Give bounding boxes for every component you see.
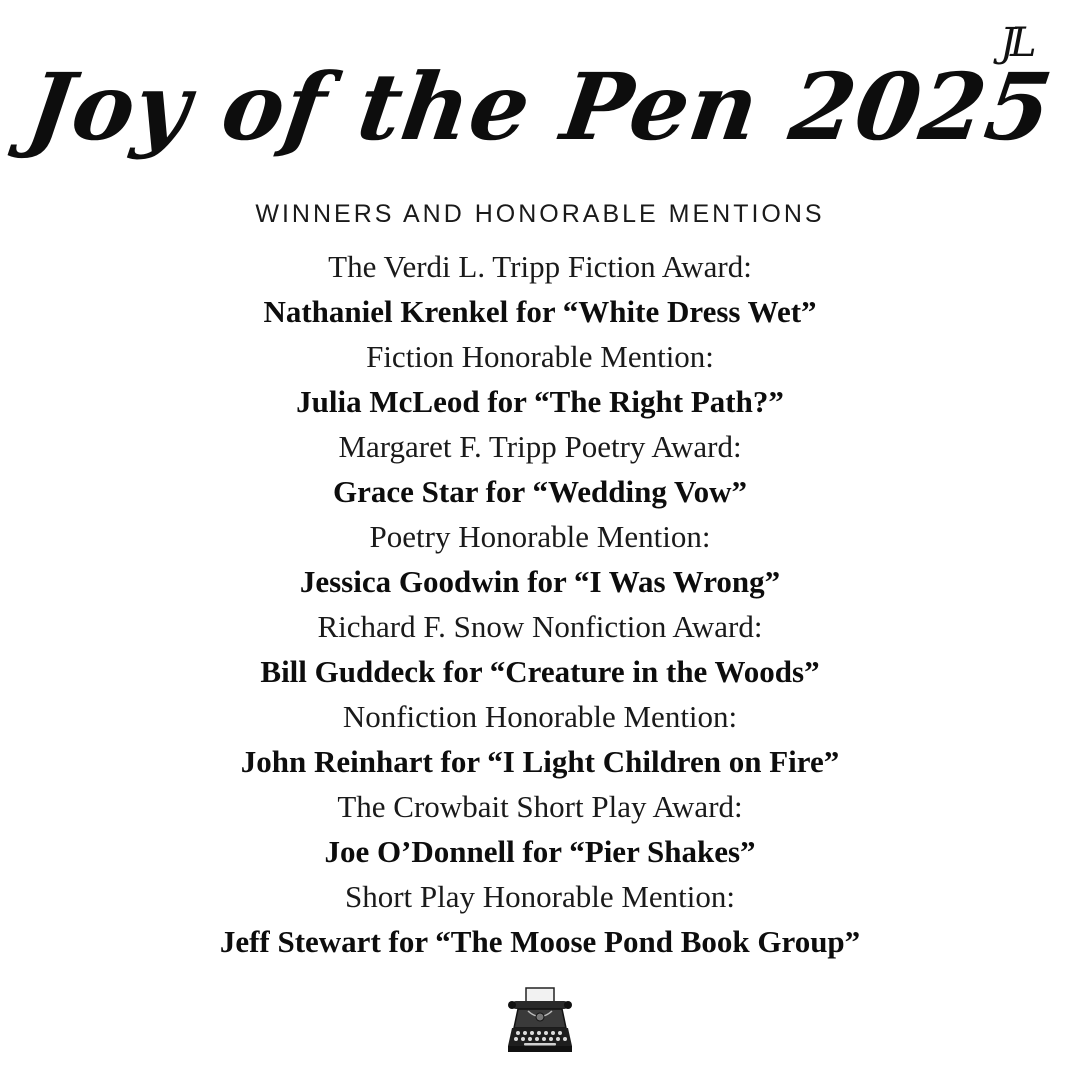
- award-category: The Crowbait Short Play Award:: [337, 789, 743, 824]
- award-winner: Jessica Goodwin for “I Was Wrong”: [299, 564, 781, 599]
- award-category: Fiction Honorable Mention:: [366, 339, 714, 374]
- award-entry: [0, 694, 1080, 784]
- award-entry: [0, 874, 1080, 964]
- awards-list: [0, 244, 1080, 964]
- award-entry: [0, 424, 1080, 514]
- typewriter-icon: [504, 984, 576, 1056]
- award-winner: Joe O’Donnell for “Pier Shakes”: [324, 834, 756, 869]
- award-entry: [0, 784, 1080, 874]
- page-title: Joy of the Pen 2025: [21, 53, 1059, 161]
- award-winner: Grace Star for “Wedding Vow”: [333, 474, 747, 509]
- award-entry: [0, 604, 1080, 694]
- award-winner: Nathaniel Krenkel for “White Dress Wet”: [263, 294, 817, 329]
- page-subtitle: WINNERS AND HONORABLE MENTIONS: [255, 200, 825, 228]
- award-winner: Julia McLeod for “The Right Path?”: [296, 384, 784, 419]
- award-category: The Verdi L. Tripp Fiction Award:: [328, 249, 752, 284]
- award-entry: [0, 514, 1080, 604]
- award-winner: Jeff Stewart for “The Moose Pond Book Group”: [219, 924, 861, 959]
- award-category: Richard F. Snow Nonfiction Award:: [317, 609, 763, 644]
- award-winner: Bill Guddeck for “Creature in the Woods”: [260, 654, 820, 689]
- award-entry: [0, 244, 1080, 334]
- award-entry: [0, 334, 1080, 424]
- monogram-logo: JL: [1000, 20, 1031, 66]
- award-category: Poetry Honorable Mention:: [369, 519, 711, 554]
- award-category: Nonfiction Honorable Mention:: [342, 699, 738, 734]
- award-category: Margaret F. Tripp Poetry Award:: [338, 429, 742, 464]
- award-category: Short Play Honorable Mention:: [344, 879, 736, 914]
- award-winner: John Reinhart for “I Light Children on Fire”: [240, 744, 840, 779]
